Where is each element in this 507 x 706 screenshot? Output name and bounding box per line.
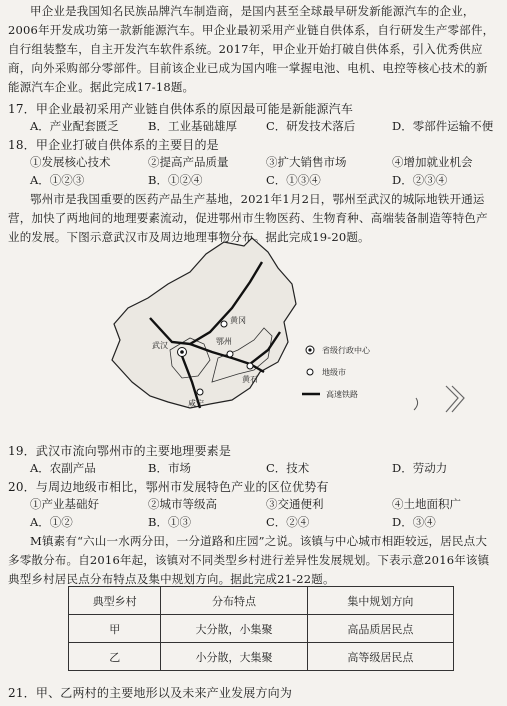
ezhou-marker (227, 351, 233, 357)
map-legend (302, 345, 371, 399)
q17-option-d[interactable]: D．零部件运输不便 (392, 119, 494, 133)
provincial-capital-dot (180, 350, 184, 354)
pen-mark (406, 380, 466, 420)
legend-city-symbol (307, 369, 313, 375)
question-17-options (30, 118, 500, 136)
village-planning-table (68, 586, 454, 671)
table-header-row (69, 587, 454, 615)
question-17-stem: 17．甲企业最初采用产业链自供体系的原因最可能是新能源汽车 (8, 102, 354, 116)
table-header-distribution: 分布特点 (161, 587, 307, 615)
q18-item-2: ②提高产品质量 (148, 155, 229, 169)
question-18-items (30, 154, 500, 172)
xianning-marker (197, 389, 203, 395)
question-18-stem: 18．甲企业打破自供体系的主要目的是 (8, 138, 219, 152)
q20-option-a[interactable]: A．①② (30, 515, 73, 529)
legend-city-label: 地级市 (322, 368, 346, 377)
q20-option-d[interactable]: D．③④ (392, 515, 436, 529)
q20-option-c[interactable]: C．②④ (266, 515, 310, 529)
q19-option-c[interactable]: C．技术 (266, 461, 310, 475)
table-header-village: 典型乡村 (69, 587, 161, 615)
question-19-stem: 19．武汉市流向鄂州市的主要地理要素是 (8, 444, 232, 458)
table-cell-village: 乙 (69, 643, 161, 671)
label-huangshi: 黄石 (242, 375, 258, 384)
q19-option-d[interactable]: D．劳动力 (392, 461, 448, 475)
table-row (69, 643, 454, 671)
legend-railway-label: 高速铁路 (326, 390, 358, 399)
q17-option-a[interactable]: A．产业配套匮乏 (30, 119, 119, 133)
q18-item-3: ③扩大销售市场 (266, 155, 347, 169)
table-header-planning: 集中规划方向 (307, 587, 453, 615)
wuhan-region-map (92, 232, 402, 428)
q18-item-1: ①发展核心技术 (30, 155, 111, 169)
q20-item-1: ①产业基础好 (30, 497, 99, 511)
q17-option-c[interactable]: C．研发技术落后 (266, 119, 356, 133)
huangshi-marker (247, 363, 253, 369)
passage-19-20: 鄂州市是我国重要的医药产品生产基地，2021年1月2日，鄂州至武汉的城际地铁开通运营，加快了两地间的地理要素流动，促进鄂州市生物医药、生物育种、高端装备制造等特色产业的发展。下图示意武汉市及周边地理事物分布。据此完成19-20题。 (8, 192, 488, 244)
label-ezhou: 鄂州 (216, 337, 232, 346)
table-cell-village: 甲 (69, 615, 161, 643)
question-20-items (30, 496, 500, 514)
q19-option-a[interactable]: A．农副产品 (30, 461, 96, 475)
table-cell-distribution: 小分散，大集聚 (161, 643, 307, 671)
huanggang-marker (221, 321, 227, 327)
label-xianning: 咸宁 (188, 399, 204, 408)
q19-option-b[interactable]: B．市场 (148, 461, 191, 475)
question-19-options (30, 460, 500, 478)
table-cell-distribution: 大分散，小集聚 (161, 615, 307, 643)
q18-option-c[interactable]: C．①③④ (266, 173, 321, 187)
legend-capital-label: 省级行政中心 (322, 346, 370, 355)
question-20-stem: 20．与周边地级市相比，鄂州市发展特色产业的区位优势有 (8, 480, 329, 494)
question-18-options (30, 172, 500, 190)
table-cell-planning: 高等级居民点 (307, 643, 453, 671)
label-huanggang: 黄冈 (230, 316, 246, 325)
q18-option-d[interactable]: D．②③④ (392, 173, 448, 187)
passage-21-22: M镇素有“六山一水两分田，一分道路和庄园”之说。该镇与中心城市相距较远，居民点大多零散分布。自2016年起，该镇对不同类型乡村进行差异性发展规划。下表示意2016年该镇典型乡村居民点分布特点及集中规划方向。据此完成21-22题。 (8, 534, 490, 586)
q20-option-b[interactable]: B．①③ (148, 515, 191, 529)
q18-option-a[interactable]: A．①②③ (30, 173, 85, 187)
q20-item-2: ②城市等级高 (148, 497, 217, 511)
region-outline (112, 238, 296, 408)
question-21-stem: 21．甲、乙两村的主要地形以及未来产业发展方向为 (8, 686, 293, 700)
passage-17-18: 甲企业是我国知名民族品牌汽车制造商，是国内甚至全球最早研发新能源汽车的企业，2006年开发成功第一款新能源汽车。甲企业最初采用产业链自供体系，自行研发生产零部件，自行组装整车，自主开发汽车软件系统。2017年，甲企业开始打破自供体系，引入优秀供应商，向外采购部分零部件。目前该企业已成为国内唯一掌握电池、电机、电控等核心技术的新能源汽车企业。据此完成17-18题。 (8, 4, 495, 94)
table-row (69, 615, 454, 643)
label-wuhan: 武汉 (152, 341, 168, 350)
table-cell-planning: 高品质居民点 (307, 615, 453, 643)
q17-option-b[interactable]: B．工业基础雄厚 (148, 119, 237, 133)
legend-capital-dot (308, 348, 311, 351)
q20-item-4: ④土地面积广 (392, 497, 461, 511)
q20-item-3: ③交通便利 (266, 497, 324, 511)
q18-item-4: ④增加就业机会 (392, 155, 473, 169)
q18-option-b[interactable]: B．①②④ (148, 173, 203, 187)
question-20-options (30, 514, 500, 532)
